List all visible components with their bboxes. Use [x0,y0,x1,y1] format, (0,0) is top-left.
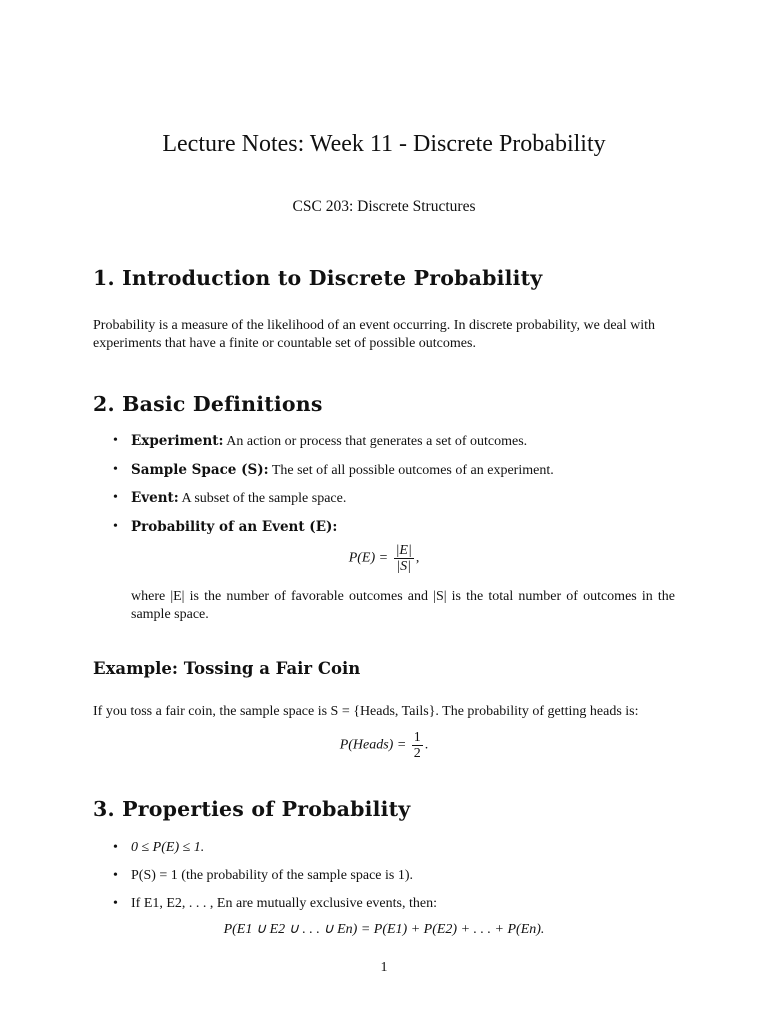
property-sample-space: P(S) = 1 (the probability of the sample space is 1). [131,868,414,883]
definition-text: An action or process that generates a set of outcomes. [226,434,528,449]
formula-fraction [412,730,423,761]
formula-explanation: where |E| is the number of favorable outcomes and |S| is the total number of outcomes in the sample space. [131,589,675,622]
fraction-numerator: 1 [413,730,421,745]
bullet-marker: • [113,519,118,534]
section-3-heading: 3. Properties of Probability [93,797,411,821]
bullet-marker: • [113,840,118,855]
definition-term: Event: [131,490,179,506]
section-1-paragraph: Probability is a measure of the likelihood of an event occurring. In discrete probability, we deal with experiments that have a finite or countable set of possible outcomes. [93,318,656,351]
coin-formula [0,730,768,761]
example-heading: Example: Tossing a Fair Coin [93,659,361,678]
definition-sample-space [131,462,554,479]
section-2-heading: 2. Basic Definitions [93,392,323,416]
page-number: 1 [380,960,388,975]
definition-term: Experiment: [131,433,224,449]
definition-text: A subset of the sample space. [181,491,347,506]
formula-tail: . [424,737,429,753]
probability-formula [0,543,768,574]
course-name: CSC 203: Discrete Structures [292,198,476,215]
fraction-numerator: |E| [395,543,412,558]
bullet-marker: • [113,868,118,883]
formula-lhs: P(E) = [348,550,389,566]
formula-lhs: P(Heads) = [339,737,407,753]
example-paragraph: If you toss a fair coin, the sample space is S = {Heads, Tails}. The probability of getting heads is: [93,704,639,719]
bullet-marker: • [113,433,118,448]
section-1-heading: 1. Introduction to Discrete Probability [93,266,543,290]
formula-fraction [394,543,414,574]
property-exclusive-events: If E1, E2, . . . , En are mutually exclusive events, then: [131,896,437,911]
formula-tail: , [415,550,420,566]
fraction-denominator: |S| [396,559,412,574]
bullet-marker: • [113,896,118,911]
definition-event [131,490,346,507]
definition-experiment [131,433,527,450]
additivity-formula: P(E1 ∪ E2 ∪ . . . ∪ En) = P(E1) + P(E2) + . . . + P(En). [223,922,545,937]
definition-term: Sample Space (S): [131,462,269,478]
bullet-marker: • [113,490,118,505]
definition-text: The set of all possible outcomes of an experiment. [271,463,554,478]
document-title: Lecture Notes: Week 11 - Discrete Probability [162,131,606,157]
bullet-marker: • [113,462,118,477]
definition-probability-of-event [131,519,337,536]
definition-term: Probability of an Event (E): [131,519,338,535]
fraction-denominator: 2 [413,746,421,761]
property-range: 0 ≤ P(E) ≤ 1. [131,840,205,855]
